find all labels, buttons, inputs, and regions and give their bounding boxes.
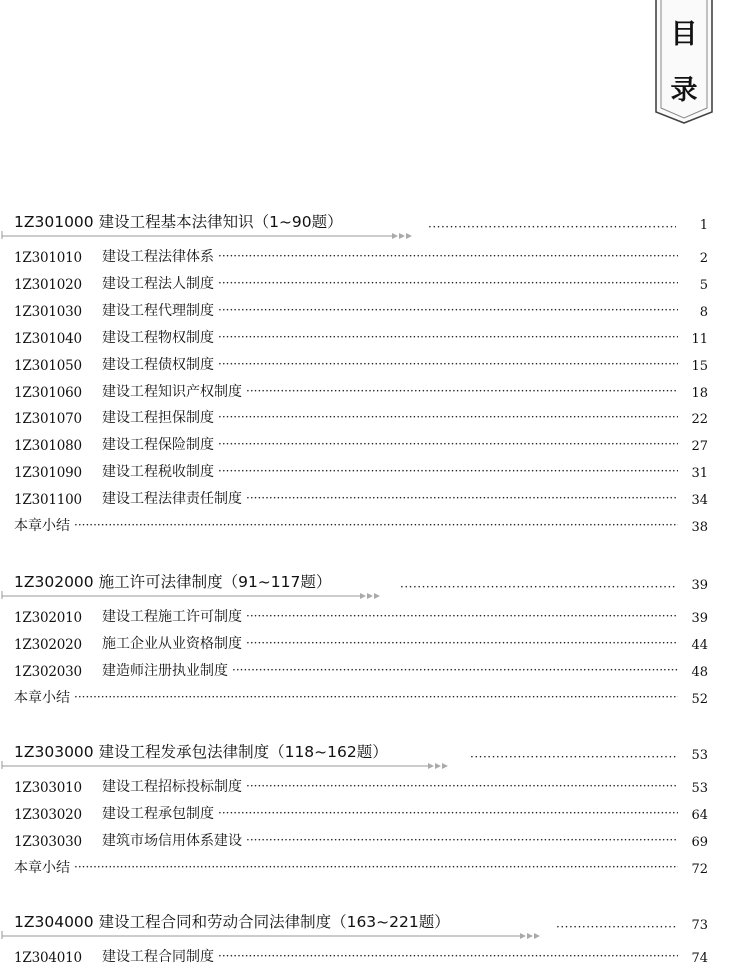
section-page-number: 34: [691, 493, 708, 509]
section-code: 1Z302030: [14, 663, 82, 680]
section-title: 建设工程法律体系: [102, 249, 214, 265]
section-code: 1Z301010: [14, 250, 82, 266]
section-page-number: 8: [699, 304, 708, 320]
section-code: 1Z301070: [14, 411, 82, 428]
section-title: 建设工程担保制度: [102, 410, 214, 427]
tab-char-mu: 目: [670, 19, 698, 50]
section-page-number: 64: [691, 807, 708, 823]
dot-leader: [246, 609, 678, 623]
section-title: 建设工程物权制度: [102, 329, 214, 346]
chapter-summary-entry[interactable]: [14, 687, 708, 707]
section-code: 1Z303020: [14, 806, 82, 823]
section-title: 建设工程知识产权制度: [102, 383, 242, 400]
section-title: 建筑市场信用体系建设: [102, 832, 242, 849]
summary-title: 本章小结: [14, 689, 70, 706]
section-title: 施工企业从业资格制度: [102, 635, 242, 652]
dot-leader: [400, 580, 676, 594]
dot-leader: [470, 750, 676, 764]
tab-char-lu: 录: [670, 75, 698, 106]
dot-leader: [218, 949, 678, 963]
section-code: 1Z302010: [14, 610, 82, 626]
section-title: 建设工程债权制度: [102, 356, 214, 373]
dot-leader: [218, 410, 678, 424]
toc-entry[interactable]: [14, 327, 708, 347]
dot-leader: [246, 491, 678, 505]
toc-entry[interactable]: [14, 246, 708, 266]
section-title: 建设工程合同制度: [102, 949, 214, 965]
summary-page-number: 52: [691, 691, 708, 707]
toc-entry[interactable]: [14, 488, 708, 508]
section-title: 建设工程法律责任制度: [102, 491, 242, 508]
dot-leader: [428, 220, 676, 234]
toc-entry[interactable]: [14, 381, 708, 401]
section-page-number: 44: [691, 637, 708, 653]
summary-title: 本章小结: [14, 859, 70, 876]
dot-leader: [218, 806, 678, 820]
section-title: 建设工程保险制度: [102, 437, 214, 454]
chapter-underline-arrow: [0, 760, 460, 772]
toc-entry[interactable]: [14, 273, 708, 293]
dot-leader: [246, 779, 678, 793]
dot-leader: [218, 357, 678, 371]
dot-leader: [218, 464, 678, 478]
chapter-page-number: 39: [691, 578, 708, 593]
section-page-number: 22: [691, 412, 708, 428]
chapter-page-number: 53: [691, 748, 708, 763]
dot-leader: [246, 636, 678, 650]
dot-leader: [232, 663, 678, 677]
section-code: 1Z301050: [14, 357, 82, 374]
dot-leader: [218, 303, 678, 317]
section-page-number: 27: [691, 439, 708, 455]
chapter-underline-arrow: [0, 230, 424, 242]
section-page-number: 53: [691, 781, 708, 796]
section-page-number: 5: [699, 277, 708, 293]
section-page-number: 69: [691, 834, 708, 850]
summary-page-number: 72: [691, 861, 708, 877]
section-code: 1Z301020: [14, 276, 82, 293]
chapter-underline-arrow: [0, 590, 392, 602]
section-code: 1Z304010: [14, 950, 82, 966]
toc-entry[interactable]: [14, 461, 708, 481]
dot-leader: [218, 330, 678, 344]
section-title: 建设工程代理制度: [102, 302, 214, 319]
section-page-number: 15: [691, 358, 708, 374]
toc-tab: [655, 0, 713, 124]
dot-leader: [246, 833, 678, 847]
section-title: 建设工程招标投标制度: [102, 779, 242, 795]
chapter-heading[interactable]: [0, 570, 730, 606]
section-title: 建设工程法人制度: [102, 275, 214, 292]
chapter-heading[interactable]: [0, 210, 730, 246]
section-title: 建设工程承包制度: [102, 805, 214, 822]
section-code: 1Z302020: [14, 636, 82, 653]
summary-page-number: 38: [691, 520, 708, 535]
chapter-page-number: 1: [699, 218, 708, 233]
toc-entry[interactable]: [14, 803, 708, 823]
dot-leader: [218, 437, 678, 451]
chapter-underline-arrow: [0, 930, 552, 942]
section-page-number: 48: [691, 664, 708, 680]
section-title: 建设工程施工许可制度: [102, 609, 242, 625]
section-title: 建造师注册执业制度: [102, 662, 228, 679]
section-page-number: 39: [691, 611, 708, 626]
toc-entry[interactable]: [14, 354, 708, 374]
dot-leader: [74, 690, 678, 704]
dot-leader: [74, 518, 678, 532]
section-page-number: 11: [691, 331, 708, 347]
dot-leader: [246, 384, 678, 398]
section-title: 建设工程税收制度: [102, 464, 214, 481]
section-code: 1Z301040: [14, 330, 82, 347]
toc-entry[interactable]: [14, 830, 708, 850]
toc-entry[interactable]: [14, 300, 708, 320]
toc-entry[interactable]: [14, 633, 708, 653]
section-code: 1Z301080: [14, 438, 82, 455]
section-code: 1Z301100: [14, 492, 82, 509]
toc-entry[interactable]: [14, 407, 708, 427]
section-code: 1Z303030: [14, 833, 82, 850]
chapter-summary-entry[interactable]: [14, 515, 708, 535]
chapter-heading[interactable]: [0, 910, 730, 946]
toc-entry[interactable]: [14, 434, 708, 454]
section-page-number: 31: [691, 466, 708, 482]
dot-leader: [556, 920, 676, 934]
section-code: 1Z301060: [14, 384, 82, 401]
toc-entry[interactable]: [14, 946, 708, 966]
toc-entry[interactable]: [14, 606, 708, 626]
chapter-heading[interactable]: [0, 740, 730, 776]
chapter-page-number: 73: [691, 918, 708, 933]
dot-leader: [218, 276, 678, 290]
section-page-number: 74: [691, 951, 708, 966]
dot-leader: [218, 249, 678, 263]
summary-title: 本章小结: [14, 518, 70, 534]
section-page-number: 2: [699, 251, 708, 266]
dot-leader: [74, 860, 678, 874]
toc-entry[interactable]: [14, 776, 708, 796]
section-code: 1Z303010: [14, 780, 82, 796]
chapter-title: 1Z302000 施工许可法律制度（91~117题）: [14, 573, 332, 591]
section-page-number: 18: [691, 385, 708, 401]
section-code: 1Z301030: [14, 303, 82, 320]
chapter-title: 1Z303000 建设工程发承包法律制度（118~162题）: [14, 743, 388, 761]
chapter-summary-entry[interactable]: [14, 857, 708, 877]
section-code: 1Z301090: [14, 465, 82, 482]
chapter-title: 1Z304000 建设工程合同和劳动合同法律制度（163~221题）: [14, 913, 450, 931]
toc-entry[interactable]: [14, 660, 708, 680]
chapter-title: 1Z301000 建设工程基本法律知识（1~90题）: [14, 213, 343, 231]
